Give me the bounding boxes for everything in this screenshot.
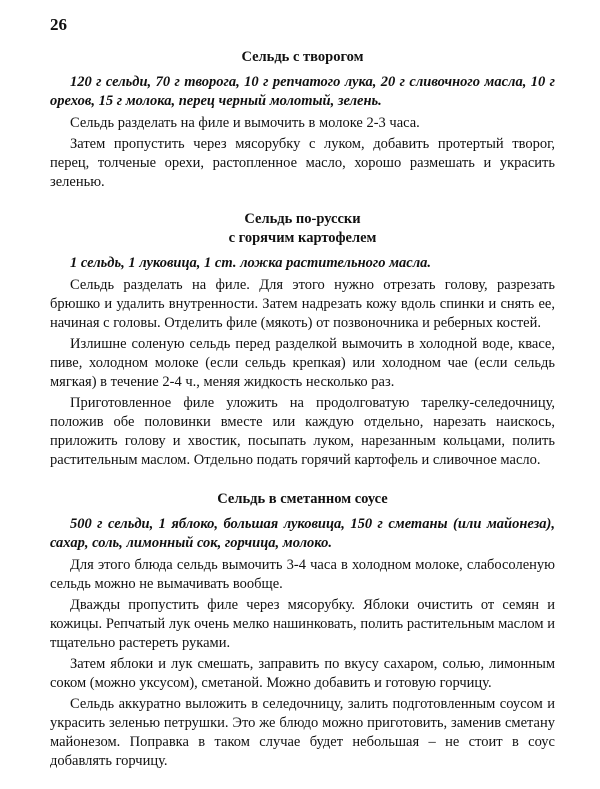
- instruction-paragraph: Для этого блюда сельдь вымочить 3-4 часа в холодном молоке, слабосоленую сельдь можно не вымачивать вообще.: [50, 557, 555, 592]
- recipe-herring-with-cottage-cheese: [50, 48, 555, 192]
- ingredients-list: 500 г сельди, 1 яблоко, большая луковица, 150 г сметаны (или майонеза), сахар, соль, лимонный сок, горчица, молоко.: [50, 516, 555, 551]
- recipe-title-line-2: с горячим картофелем: [228, 230, 377, 246]
- instruction-paragraph: Затем пропустить через мясорубку с луком, добавить протертый творог, перец, толченые орехи, растопленное масло, хорошо размешать и украсить зеленью.: [50, 136, 555, 190]
- recipe-title: Сельдь с творогом: [241, 49, 364, 65]
- section-spacer: [50, 472, 555, 490]
- book-page: [50, 14, 555, 773]
- instruction-paragraph: Сельдь разделать на филе. Для этого нужно отрезать голову, разрезать брюшко и удалить внутренности. Затем надрезать кожу вдоль спинки и снять ее, начиная с головы. Отделить филе (мякоть) от позвоночника и реберных костей.: [50, 277, 555, 331]
- instruction-paragraph: Затем яблоки и лук смешать, заправить по вкусу сахаром, солью, лимонным соком (можно уксусом), сметаной. Можно добавить и готовую горчицу.: [50, 656, 555, 691]
- recipe-title: [50, 210, 555, 248]
- recipe-title: Сельдь в сметанном соусе: [217, 491, 388, 507]
- recipe-russian-herring-with-hot-potatoes: [50, 210, 555, 470]
- instruction-paragraph: Сельдь разделать на филе и вымочить в молоке 2-3 часа.: [70, 115, 420, 131]
- instruction-paragraph: Сельдь аккуратно выложить в селедочницу, залить подготовленным соусом и украсить зеленью петрушки. Это же блюдо можно приготовить, заменив сметану майонезом. Поправка в таком случае будет небольшая – не стоит в соус добавлять горчицу.: [50, 696, 555, 769]
- recipe-title-line-1: Сельдь по-русски: [244, 211, 361, 227]
- page-number: 26: [50, 15, 67, 34]
- recipe-herring-in-sour-cream-sauce: [50, 490, 555, 771]
- section-spacer: [50, 194, 555, 210]
- instruction-paragraph: Излишне соленую сельдь перед разделкой вымочить в холодной воде, квасе, пиве, холодном молоке (если сельдь крепкая) или холодном чае (если сельдь мягкая) в течение 2-4 ч., меняя жидкость несколько раз.: [50, 336, 555, 390]
- ingredients-list: 120 г сельди, 70 г творога, 10 г репчатого лука, 20 г сливочного масла, 10 г орехов, 15 г молока, перец черный молотый, зелень.: [50, 74, 555, 109]
- ingredients-list: 1 сельдь, 1 луковица, 1 ст. ложка растительного масла.: [70, 255, 432, 271]
- instruction-paragraph: Приготовленное филе уложить на продолговатую тарелку-селедочницу, положив обе половинки вместе или каждую отдельно, нарезать наискось, приложить голову и хвостик, посыпать луком, нарезанным кольцами, полить растительным маслом. Отдельно подать горячий картофель и сливочное масло.: [50, 395, 555, 468]
- instruction-paragraph: Дважды пропустить филе через мясорубку. Яблоки очистить от семян и кожицы. Репчатый лук очень мелко нашинковать, полить растительным маслом и тщательно растереть руками.: [50, 597, 555, 651]
